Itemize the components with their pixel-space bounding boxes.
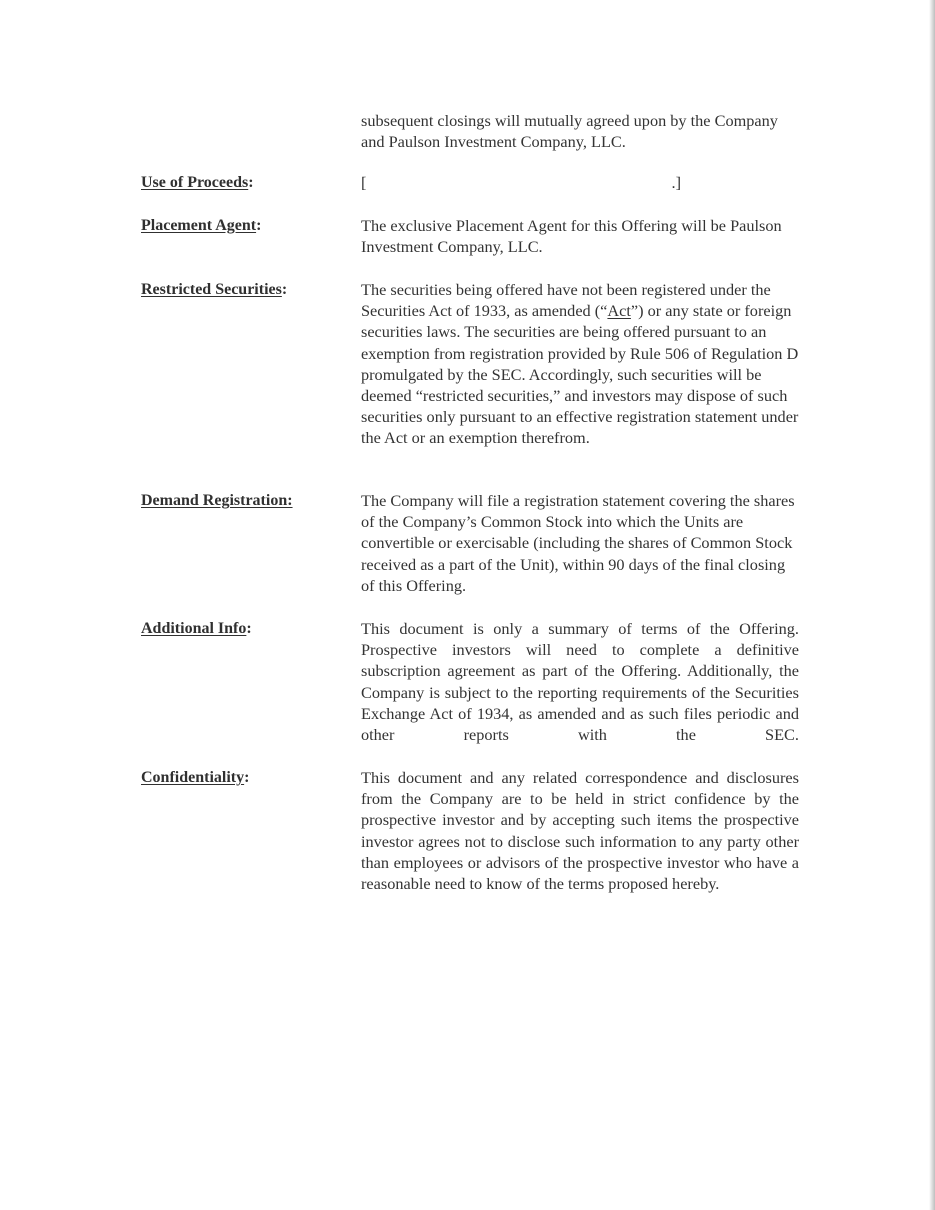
use-of-proceeds-label: Use of Proceeds bbox=[141, 174, 249, 191]
confidentiality-text: This document and any related correspondence and disclosures from the Company are to be held in strict confidence by the prospective investor and by accepting such items the prospective investor agrees not to disclose such information to any party other than employees or advisors of the prospective investor who have a reasonable need to know of the terms proposed hereby. bbox=[361, 768, 799, 894]
confidentiality-desc bbox=[361, 767, 799, 894]
placement-agent-desc bbox=[361, 215, 799, 257]
continuation-paragraph: subsequent closings will mutually agreed upon by the Company and Paulson Investment Company, LLC. bbox=[361, 111, 778, 152]
confidentiality-colon: : bbox=[244, 769, 250, 786]
confidentiality-term bbox=[141, 767, 249, 788]
use-of-proceeds-colon: : bbox=[248, 174, 254, 191]
close-bracket: .] bbox=[671, 173, 681, 192]
placement-agent-text: The exclusive Placement Agent for this Offering will be Paulson Investment Company, LLC. bbox=[361, 216, 782, 257]
demand-registration-text: The Company will file a registration statement covering the shares of the Company’s Common Stock into which the Units are convertible or exercisable (including the shares of Common Stock received as a part of the Unit), within 90 days of the final closing of this Offering. bbox=[361, 491, 795, 595]
use-of-proceeds-desc bbox=[361, 172, 799, 193]
placement-agent-label: Placement Agent bbox=[141, 217, 257, 234]
restricted-securities-term bbox=[141, 279, 287, 300]
additional-info-text: This document is only a summary of terms of the Offering. Prospective investors will need to complete a definitive subscription agreement as part of the Offering. Additionally, the Company is subject to the reporting requirements of the Securities Exchange Act of 1934, as amended and as such files periodic and other reports with the SEC. bbox=[361, 619, 799, 745]
use-of-proceeds-blank bbox=[361, 172, 681, 193]
act-defined-term: Act bbox=[607, 301, 631, 321]
demand-registration-desc bbox=[361, 490, 799, 596]
additional-info-label: Additional Info bbox=[141, 620, 247, 637]
confidentiality-label: Confidentiality bbox=[141, 769, 245, 786]
placement-agent-term bbox=[141, 215, 261, 236]
restricted-securities-label: Restricted Securities bbox=[141, 281, 282, 298]
page-edge-shadow bbox=[929, 0, 935, 1210]
use-of-proceeds-term bbox=[141, 172, 254, 193]
continuation-text bbox=[361, 110, 799, 152]
restricted-text-after: ”) or any state or foreign securities laws. The securities are being offered pursuant to an exemption from registration provided by Rule 506 of Regulation D promulgated by the SEC. Accordingly, such securities will be deemed “restricted securities,” and investors may dispose of such securities only pursuant to an effective registration statement under the Act or an exemption therefrom. bbox=[361, 301, 799, 448]
demand-registration-label: Demand Registration: bbox=[141, 492, 293, 509]
restricted-securities-colon: : bbox=[281, 281, 288, 298]
open-bracket: [ bbox=[361, 173, 367, 192]
restricted-securities-desc bbox=[361, 279, 799, 449]
restricted-text-before: The securities being offered have not been registered under the Securities Act of 1933, as amended (“ bbox=[361, 280, 771, 321]
additional-info-term bbox=[141, 618, 252, 639]
additional-info-desc bbox=[361, 618, 799, 745]
demand-registration-term bbox=[141, 490, 293, 511]
placement-agent-colon: : bbox=[256, 217, 262, 234]
additional-info-colon: : bbox=[246, 620, 252, 637]
restricted-securities-text bbox=[361, 279, 799, 449]
